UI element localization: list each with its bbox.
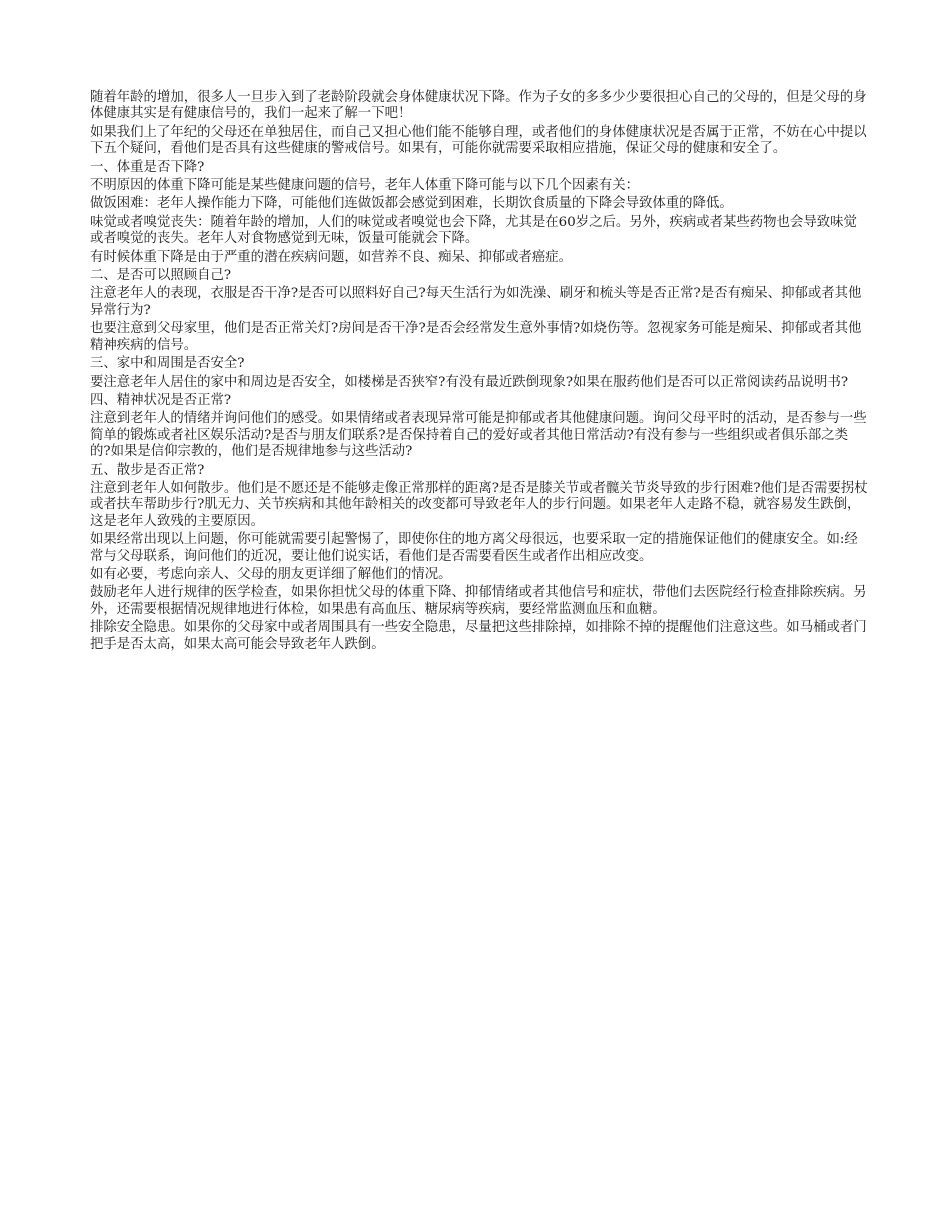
section-heading-5: 五、散步是否正常? (90, 462, 205, 478)
body-paragraph: 味觉或者嗅觉丧失：随着年龄的增加，人们的味觉或者嗅觉也会下降，尤其是在60岁之后。另外，疾病或者某些药物也会导致味觉或者嗅觉的丧失。老年人对食物感觉到无味，饭量可能就会下降。 (90, 214, 857, 247)
body-paragraph: 不明原因的体重下降可能是某些健康问题的信号，老年人体重下降可能与以下几个因素有关： (90, 178, 640, 194)
body-paragraph: 要注意老年人居住的家中和周边是否安全，如楼梯是否狭窄?有没有最近跌倒现象?如果在服药他们是否可以正常阅读药品说明书? (90, 374, 849, 390)
body-paragraph: 如有必要，考虑向亲人、父母的朋友更详细了解他们的情况。 (90, 566, 452, 582)
body-paragraph: 鼓励老年人进行规律的医学检查，如果你担忧父母的体重下降、抑郁情绪或者其他信号和症状，带他们去医院经行检查排除疾病。另外，还需要根据情况规律地进行体检，如果患有高血压、糖尿病等疾病，要经常监测血压和血糖。 (90, 585, 867, 617)
intro-paragraph-2: 如果我们上了年纪的父母还在单独居住，而自己又担心他们能不能够自理，或者他们的身体健康状况是否属于正常，不妨在心中提以下五个疑问，看他们是否具有这些健康的警戒信号。如果有，可能你就需要采取相应措施，保证父母的健康和安全了。 (90, 124, 867, 157)
body-paragraph: 注意到老年人如何散步。他们是不愿还是不能够走像正常那样的距离?是否是膝关节或者髋关节炎导致的步行困难?他们是否需要拐杖或者扶车帮助步行?肌无力、关节疾病和其他年龄相关的改变都可导致老年人的步行问题。如果老年人走路不稳，就容易发生跌倒，这是老年人致残的主要原因。 (90, 480, 868, 529)
section-heading-2: 二、是否可以照顾自己? (90, 268, 232, 284)
body-paragraph: 做饭困难：老年人操作能力下降，可能他们连做饭都会感觉到困难，长期饮食质量的下降会导致体重的降低。 (90, 196, 733, 212)
body-paragraph: 有时候体重下降是由于严重的潜在疾病问题，如营养不良、痴呆、抑郁或者癌症。 (90, 249, 573, 265)
intro-paragraph: 随着年龄的增加，很多人一旦步入到了老龄阶段就会身体健康状况下降。作为子女的多多少少要很担心自己的父母的，但是父母的身体健康其实是有健康信号的，我们一起来了解一下吧！ (90, 90, 867, 122)
section-heading-1: 一、体重是否下降? (90, 159, 205, 175)
section-heading-4: 四、精神状况是否正常? (90, 392, 232, 408)
body-paragraph: 如果经常出现以上问题，你可能就需要引起警惕了，即使你住的地方离父母很远，也要采取一定的措施保证他们的健康安全。如:经常与父母联系，询问他们的近况，要让他们说实话，看他们是否需要看医生或者作出相应改变。 (90, 532, 858, 564)
body-paragraph: 注意到老年人的情绪并询问他们的感受。如果情绪或者表现异常可能是抑郁或者其他健康问题。询问父母平时的活动，是否参与一些简单的锻炼或者社区娱乐活动?是否与朋友们联系?是否保持着自己的爱好或者其他日常活动?有没有参与一些组织或者俱乐部之类的?如果是信仰宗教的，他们是否规律地参与这些活动? (90, 411, 867, 460)
body-paragraph: 排除安全隐患。如果你的父母家中或者周围具有一些安全隐患，尽量把这些排除掉，如排除不掉的提醒他们注意这些。如马桶或者门把手是否太高，如果太高可能会导致老年人跌倒。 (90, 620, 867, 652)
document-body (90, 90, 868, 655)
body-paragraph: 也要注意到父母家里，他们是否正常关灯?房间是否干净?是否会经常发生意外事情?如烧伤等。忽视家务可能是痴呆、抑郁或者其他精神疾病的信号。 (90, 321, 862, 353)
body-paragraph: 注意老年人的表现，衣服是否干净?是否可以照料好自己?每天生活行为如洗澡、刷牙和梳头等是否正常?是否有痴呆、抑郁或者其他异常行为? (90, 286, 862, 318)
section-heading-3: 三、家中和周围是否安全? (90, 356, 245, 372)
